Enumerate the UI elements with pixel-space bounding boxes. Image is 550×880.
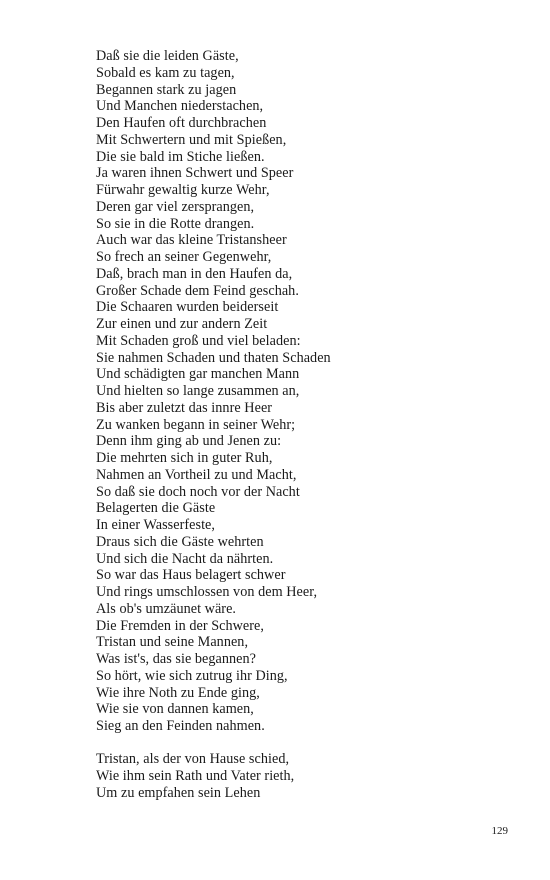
poem-line: Als ob's umzäunet wäre.	[96, 600, 237, 617]
poem-line: Zu wanken begann in seiner Wehr;	[96, 416, 296, 433]
poem-line: Wie ihm sein Rath und Vater rieth,	[96, 767, 295, 784]
poem-line: Belagerten die Gäste	[96, 500, 216, 517]
poem-line: Sieg an den Feinden nahmen.	[96, 718, 265, 734]
poem-line: Wie ihre Noth zu Ende ging,	[96, 684, 260, 701]
poem-stanza	[96, 751, 496, 801]
poem-line: Nahmen an Vortheil zu und Macht,	[96, 466, 297, 483]
poem-line: Mit Schaden groß und viel beladen:	[96, 332, 301, 349]
poem-line: So hört, wie sich zutrug ihr Ding,	[96, 667, 288, 684]
poem-line: Auch war das kleine Tristansheer	[96, 232, 287, 249]
poem-line: Daß sie die leiden Gäste,	[96, 48, 239, 64]
poem-line: Die mehrten sich in guter Ruh,	[96, 450, 273, 466]
poem-line: Und Manchen niederstachen,	[96, 98, 264, 115]
poem-stanza	[96, 48, 496, 735]
poem-line: Großer Schade dem Feind geschah.	[96, 282, 299, 299]
poem-line: Was ist's, das sie begannen?	[96, 651, 257, 667]
poem-line: Sie nahmen Schaden und thaten Schaden	[96, 349, 331, 366]
poem-line: Um zu empfahen sein Lehen	[96, 784, 261, 801]
poem-line: Sobald es kam zu tagen,	[96, 64, 235, 81]
poem-line: Zur einen und zur andern Zeit	[96, 316, 268, 332]
poem-line: Die Schaaren wurden beiderseit	[96, 299, 279, 316]
poem-line: So frech an seiner Gegenwehr,	[96, 249, 272, 265]
poem-line: Die Fremden in der Schwere,	[96, 617, 264, 634]
poem-line: Den Haufen oft durchbrachen	[96, 115, 267, 131]
poem-line: Und rings umschlossen von dem Heer,	[96, 584, 318, 600]
poem-line: Die sie bald im Stiche ließen.	[96, 148, 265, 165]
poem-line: Und schädigten gar manchen Mann	[96, 366, 300, 383]
poem-line: Und sich die Nacht da nährten.	[96, 550, 274, 567]
poem-line: Bis aber zuletzt das innre Heer	[96, 399, 273, 416]
poem-line: Denn ihm ging ab und Jenen zu:	[96, 433, 282, 450]
poem-line: Deren gar viel zersprangen,	[96, 198, 255, 215]
poem-line: So war das Haus belagert schwer	[96, 567, 286, 584]
poem-line: Daß, brach man in den Haufen da,	[96, 265, 293, 282]
poem-line: Wie sie von dannen kamen,	[96, 701, 254, 718]
page-number: 129	[491, 825, 508, 837]
poem-line: Tristan, als der von Hause schied,	[96, 751, 290, 767]
poem-line: So sie in die Rotte drangen.	[96, 215, 255, 232]
poem-line: In einer Wasserfeste,	[96, 517, 216, 533]
poem-line: Tristan und seine Mannen,	[96, 634, 249, 651]
poem-line: Ja waren ihnen Schwert und Speer	[96, 165, 294, 182]
poem-line: Draus sich die Gäste wehrten	[96, 533, 264, 550]
poem-line: So daß sie doch noch vor der Nacht	[96, 483, 300, 500]
poem-line: Mit Schwertern und mit Spießen,	[96, 131, 287, 148]
poem-line: Fürwahr gewaltig kurze Wehr,	[96, 182, 270, 198]
poem-line: Begannen stark zu jagen	[96, 81, 237, 98]
poem-line: Und hielten so lange zusammen an,	[96, 383, 300, 399]
